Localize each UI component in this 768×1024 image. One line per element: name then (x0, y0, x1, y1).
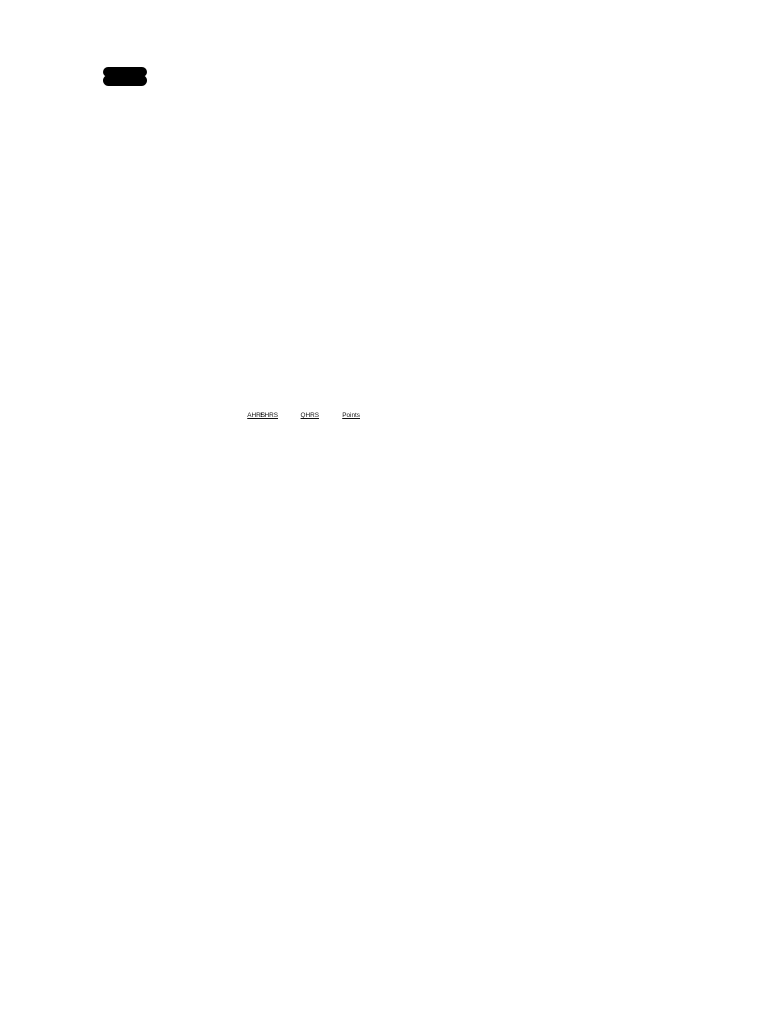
gpa-col-header-points: Points (342, 412, 360, 420)
gpa-col-header-ehrs: EHRS (260, 412, 278, 420)
redacted-birthdate (103, 75, 147, 86)
gpa-col-header-ahrs: AHRS (247, 412, 265, 420)
gpa-col-header-qhrs: QHRS (300, 412, 319, 420)
